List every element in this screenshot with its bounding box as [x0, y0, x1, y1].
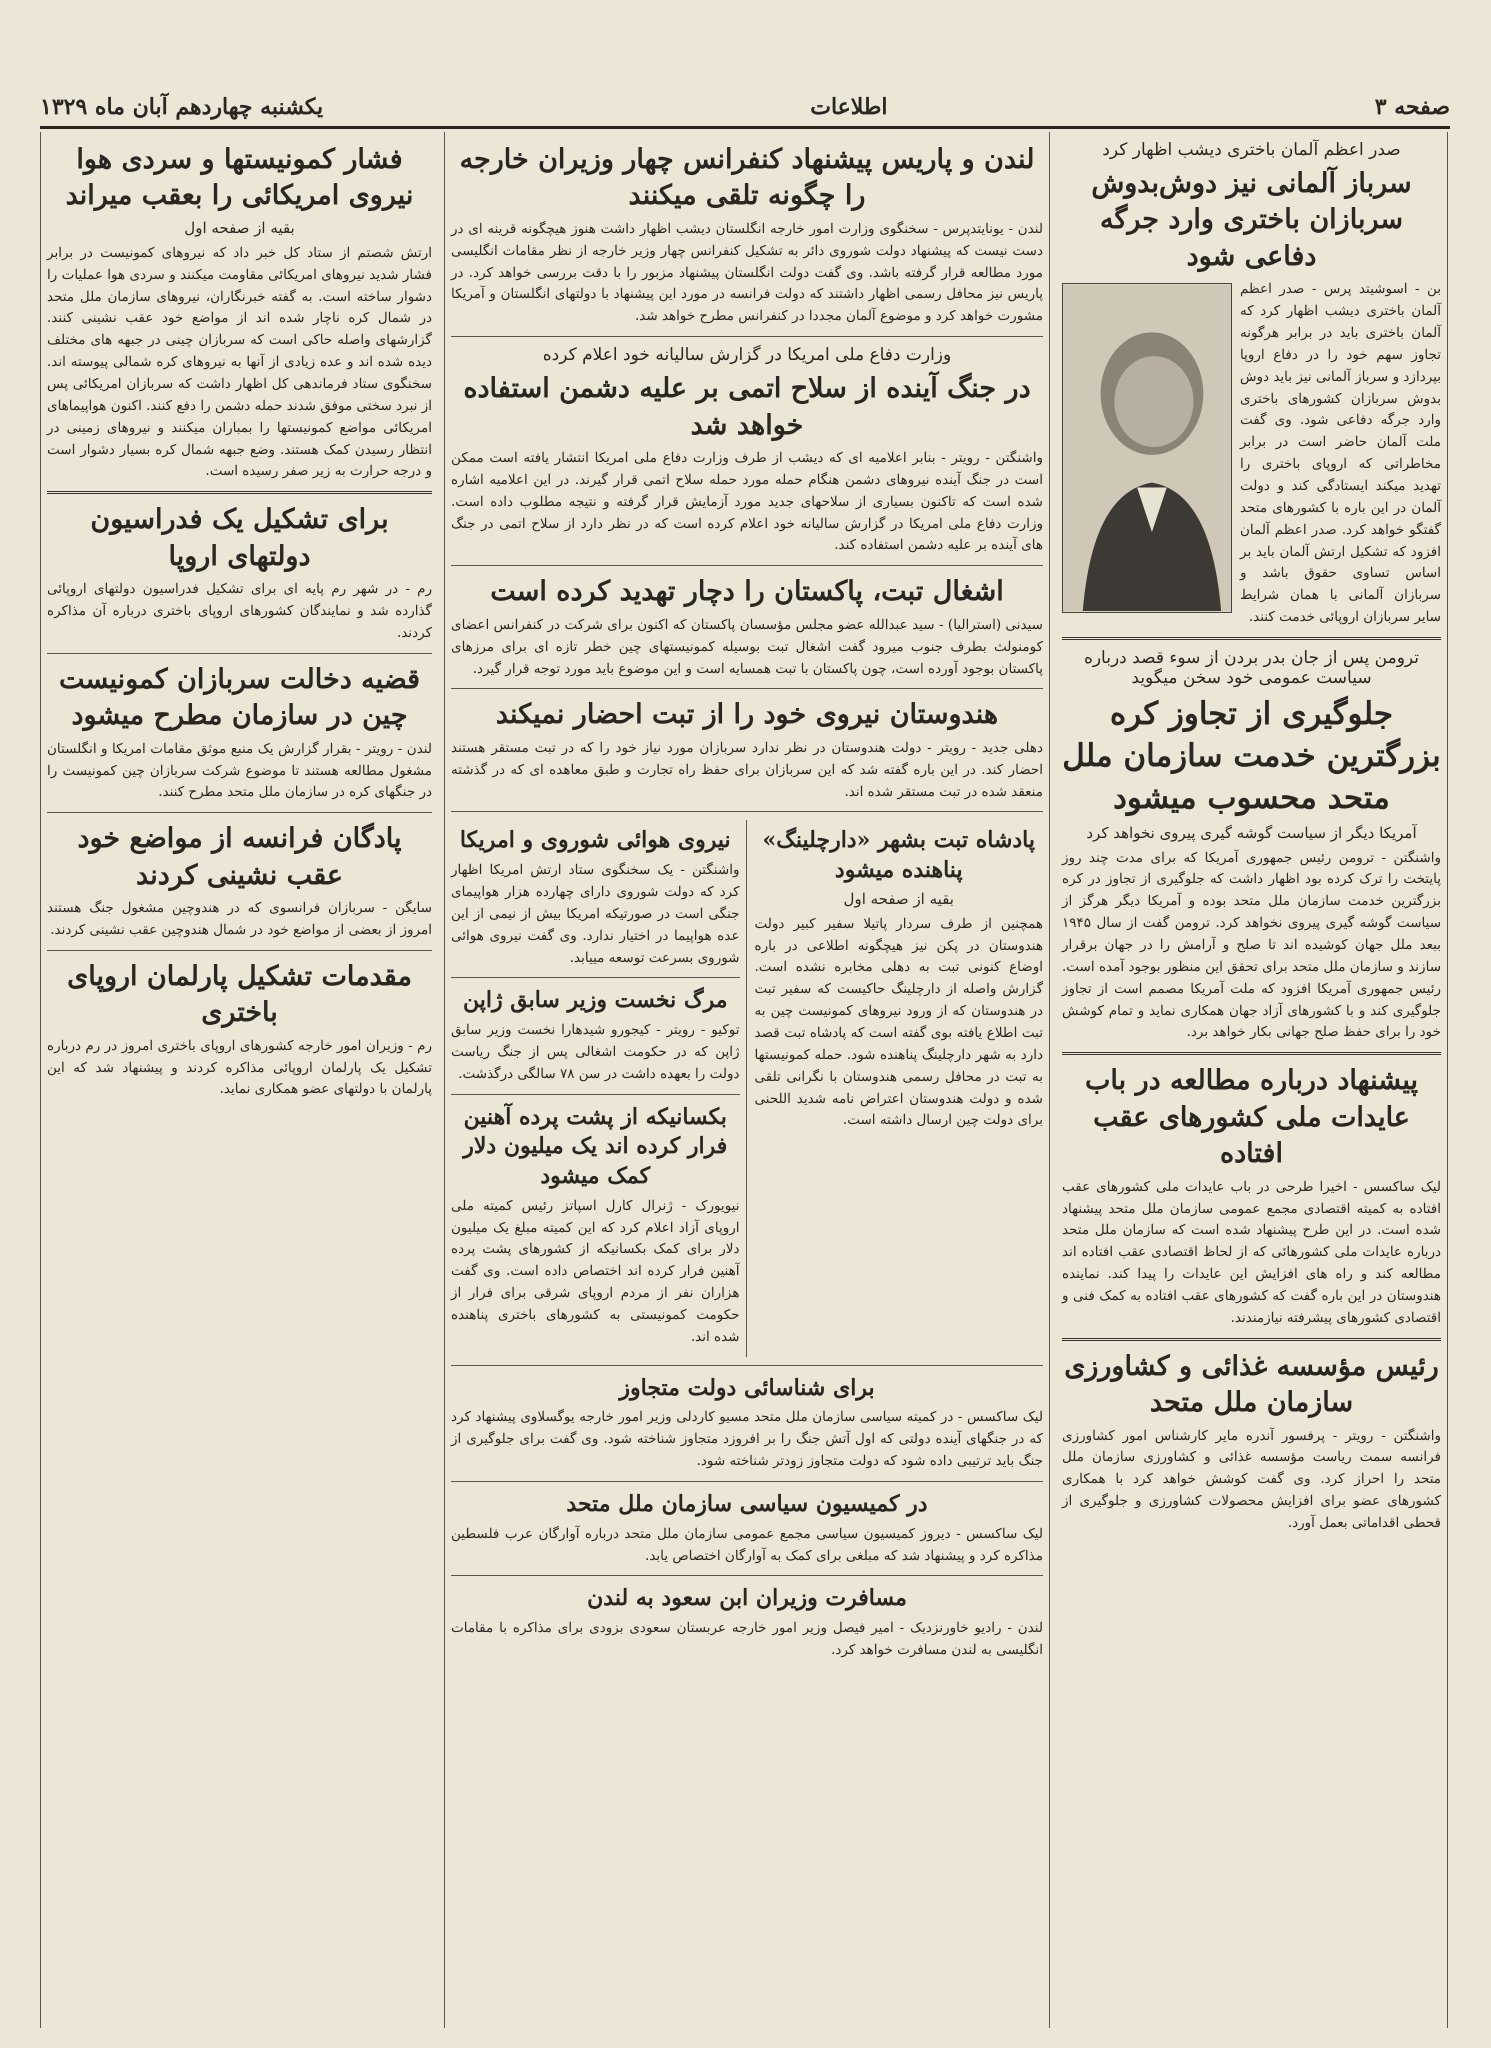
article-headline: قضیه دخالت سربازان کمونیست چین در سازمان مطرح میشود [58, 663, 421, 732]
article-headline: برای تشکیل یک فدراسیون دولتهای اروپا [90, 504, 389, 572]
divider [451, 336, 1043, 337]
article-headline: در کمیسیون سیاسی سازمان ملل متحد [566, 1490, 928, 1517]
divider [451, 688, 1043, 689]
article-headline: پادگان فرانسه از مواضع خود عقب نشینی کردند [77, 823, 402, 891]
article-body: واشنگتن - رویتر - پرفسور آندره مایر کارشناس امور کشاورزی فرانسه سمت ریاست مؤسسه غذائی و کشاورزی سازمان ملل متحد را احراز کرد. وی گفت کوشش خواهد کرد با همکاری کشورهای عضو برای افزایش محصولات کشاورزی و جلوگیری از قحطی اقداماتی بعمل آورد. [1062, 1427, 1441, 1531]
article-headline: پادشاه تبت بشهر «دارچلینگ» پناهنده میشود [762, 827, 1036, 884]
continuation-note: بقیه از صفحه اول [843, 889, 954, 908]
page-number: صفحه ۳ [1374, 94, 1450, 120]
article-body: بن - اسوشیتد پرس - صدر اعظم آلمان باختری دیشب اظهار کرد که آلمان باختری باید در برابر هرگونه تجاوز سهم خود را در دفاع اروپا بپردازد و سرباز آلمانی نیز باید دوش بدوش سربازان کشورهای باختری وارد جرگه دفاعی شود. وی گفت ملت آلمان حاضر است در برابر مخاطراتی که اروپای باختری را تهدید میکند ایستادگی کند و دولت آلمان در این باره با کشورهای متحد گفتگو خواهد کرد. صدر اعظم آلمان افزود که تشکیل ارتش آلمان باید بر اساس تساوی حقوق باشد و سربازان آلمانی با همان شرایط سایر سربازان اروپائی خدمت کنند. [1240, 281, 1441, 626]
divider [451, 565, 1043, 566]
article-body: واشنگتن - ترومن رئیس جمهوری آمریکا که برای مدت چند روز پایتخت را ترک کرده بود اظهار داشت که جلوگیری از تجاوز در کره بزرگترین خدمت سازمان ملل متحد بوده و آمریکا دیگر هرگز از سیاست گوشه گیری پیروی نخواهد کرد. ترومن گفت از سال ۱۹۴۵ ببعد ملل جهان کوشیده اند تا صلح و آرامش را در جهان برقرار سازند و سازمان ملل متحد برای تحقق این منظور بوجود آمده است. رئیس جمهوری آمریکا افزود که ملت آمریکا مصمم است از تجاوز جلوگیری کند و با کشورهای آزاد جهان همکاری نماید و تمام کوشش خود را برای حفظ صلح جهانی بکار خواهد برد. [1062, 849, 1441, 1041]
article-headline: مقدمات تشکیل پارلمان اروپای باختری [67, 960, 412, 1029]
divider [47, 653, 432, 654]
article-headline: در جنگ آینده از سلاح اتمی بر علیه دشمن استفاده خواهد شد [463, 373, 1031, 441]
divider [451, 977, 740, 978]
article-body: واشنگتن - یک سخنگوی ستاد ارتش امریکا اظهار کرد که دولت شوروی دارای چهارده هزار هواپیمای جنگی است در صورتیکه امریکا بیش از نیمی از این عده هواپیما در اختیار ندارد. وی گفت نیروی هوائی شوروی بسرعت توسعه مییابد. [451, 862, 740, 966]
article-kicker: صدر اعظم آلمان باختری دیشب اظهار کرد [1102, 140, 1401, 160]
article-headline: برای شناسائی دولت متجاوز [619, 1374, 875, 1401]
divider [451, 1481, 1043, 1482]
article-body: لیک ساکسس - اخیرا طرحی در باب عایدات ملی کشورهای عقب افتاده به کمیته اقتصادی مجمع عمومی سازمان ملل متحد پیشنهاد شده است. در این طرح پیشنهاد شده است که سازمان ملل متحد درباره عایدات ملی کشورهائی که از لحاظ اقتصادی عقب افتاده اند مطالعه کند و راه های افزایش این عایدات را پیدا کند. نماینده هندوستان در این باره گفت که کشورهای عقب افتاده به کمک فنی و اقتصادی کشورهای پیشرفته نیازمندند. [1062, 1178, 1441, 1326]
article-body: سیدنی (استرالیا) - سید عبدالله عضو مجلس مؤسسان پاکستان که اکنون برای شرکت در کنفرانس اعضای کومنولث بطرف جنوب میرود گفت اشغال تبت بوسیله کمونیستهای چین خطر تازه ای برای مرزهای پاکستان بوجود آورده است، چون پاکستان با تبت همسایه است و این موضوع باید مورد توجه قرار گیرد. [451, 616, 1043, 677]
masthead [40, 88, 1450, 129]
article-body: رم - وزیران امور خارجه کشورهای اروپای باختری امروز در رم درباره تشکیل یک پارلمان اروپائی مذاکره کردند و پیشنهاد شد که این پارلمان با دولتهای عضو همکاری نماید. [47, 1037, 432, 1098]
divider [1062, 637, 1441, 640]
column-middle [444, 132, 1050, 2028]
article-kicker: وزارت دفاع ملی امریکا در گزارش سالیانه خود اعلام کرده [542, 345, 952, 366]
article-headline: پیشنهاد درباره مطالعه در باب عایدات ملی کشورهای عقب افتاده [1085, 1065, 1418, 1170]
article-body: همچنین از طرف سردار پاتیلا سفیر کبیر دولت هندوستان در پکن نیز هیچگونه اطلاعی در باره اوضاع کنونی تبت به دهلی مخابره نشده است. گزارش واصله از دارچلینگ حاکیست که سفیر تبت در هندوستان که از ورود نیروهای کمونیست چین به تبت اطلاع یافته بوی گفته است که پادشاه تبت قصد دارد به شهر دارچلینگ پناهنده شود. حمله کمونیستها به تبت در محافل رسمی هندوستان با نگرانی تلقی شده و دولت هندوستان اعتراض نامه شدید اللحنی برای دولت چین ارسال داشته است. [754, 915, 1043, 1129]
subcolumn-left [451, 820, 747, 1356]
article-body: ارتش شصتم از ستاد کل خبر داد که نیروهای کمونیست در برابر فشار شدید نیروهای امریکائی مقاومت میکنند و سردی هوا عملیات را دشوار ساخته است. به گفته خبرنگاران، نیروهای سازمان ملل متحد در شمال کره ناچار شده اند از مواضع خود عقب نشینی کنند. گزارشهای واصله حاکی است که سربازان چینی در جبهه های مختلف دیده شده اند و عده زیادی از آنها به نیروهای کره شمالی پیوسته اند. سخنگوی ستاد فرماندهی کل اظهار داشت که سربازان امریکائی پس از نبرد سختی موفق شدند حمله دشمن را دفع کنند. اکنون هواپیماهای امریکائی مواضع کمونیستها را بمباران میکنند و نیروهای زمینی در انتظار رسیدن کمک هستند. وضع جبهه شمال کره بسیار دشوار است و درجه حرارت به زیر صفر رسیده است. [47, 244, 432, 480]
article-headline: مسافرت وزیران ابن سعود به لندن [587, 1585, 907, 1612]
portrait-image [1063, 284, 1231, 612]
article-headline: رئیس مؤسسه غذائی و کشاورزی سازمان ملل متحد [1064, 1350, 1439, 1419]
article-headline: جلوگیری از تجاوز کره بزرگترین خدمت سازمان ملل متحد محسوب میشود [1062, 696, 1441, 816]
article-body: واشنگتن - رویتر - بنابر اعلامیه ای که دیشب از طرف وزارت دفاع ملی امریکا انتشار یافته است ممکن است در جنگ آینده نیروهای دشمن هنگام حمله مورد حمله سلاح اتمی قرار گیرند. در این اعلامیه اشاره شده است که تاکنون بسیاری از سلاحهای جدید مورد آزمایش قرار گرفته و نتیجه مطلوب داده است. وزارت دفاع ملی امریکا در گزارش سالیانه خود اعلام کرده است که در نظر دارد از سلاح اتمی در جنگ های آینده بر علیه دشمن استفاده کند. [451, 450, 1043, 554]
divider [47, 950, 432, 951]
issue-date: یکشنبه چهاردهم آبان ماه ۱۳۲۹ [40, 94, 324, 120]
column-left [40, 132, 438, 2028]
article-body: لندن - رادیو خاورنزدیک - امیر فیصل وزیر امور خارجه عربستان سعودی بزودی برای مذاکره با مقامات انگلیسی به لندن مسافرت خواهد کرد. [451, 1620, 1043, 1658]
divider [451, 1365, 1043, 1366]
divider [1062, 1338, 1441, 1341]
article-headline: سرباز آلمانی نیز دوش‌بدوش سربازان باختری وارد جرگه دفاعی شود [1091, 168, 1412, 272]
divider [451, 1094, 740, 1095]
article-body: رم - در شهر رم پایه ای برای تشکیل فدراسیون دولتهای اروپائی گذارده شد و نمایندگان کشورهای اروپای باختری درباره آن مذاکره کردند. [47, 581, 432, 641]
article-body: لندن - رویتر - بقرار گزارش یک منبع موثق مقامات امریکا و انگلستان مشغول مطالعه هستند تا موضوع شرکت سربازان چین کمونیست را در جنگهای کره در سازمان ملل متحد مطرح کنند. [47, 740, 432, 801]
article-headline: فشار کمونیستها و سردی هوا نیروی امریکائی را بعقب میراند [65, 144, 414, 212]
divider [47, 491, 432, 494]
divider [451, 811, 1043, 812]
article-headline: لندن و پاریس پیشنهاد کنفرانس چهار وزیران خارجه را چگونه تلقی میکنند [459, 144, 1035, 212]
article-body: دهلی جدید - رویتر - دولت هندوستان در نظر ندارد سربازان مورد نیاز خود را که در تبت مستقر هستند احضار کند. در این باره گفته شد که این سربازان برای حفظ راه تجارت و طبق معاهده ای که در گذشته منعقد شده در تبت مستقر شده اند. [451, 739, 1043, 800]
article-body: لندن - یونایتدپرس - سخنگوی وزارت امور خارجه انگلستان دیشب اظهار داشت هنوز هیچگونه قرینه ای در دست نیست که پیشنهاد دولت شوروی دائر به تشکیل کنفرانس چهار وزیر خارجه از نظر مقامات انگلیسی مورد مطالعه قرار گرفته باشد. وی گفت دولت انگلستان پیشنهاد مزبور را با دقت بررسی خواهد کرد. در پاریس نیز محافل رسمی اظهار داشتند که دولت فرانسه در مورد این پیشنهاد با دولتهای انگلستان و آمریکا مشورت خواهد کرد و موضوع آلمان مجددا در کنفرانس مطرح خواهد شد. [451, 220, 1043, 325]
article-headline: نیروی هوائی شوروی و امریکا [459, 827, 731, 854]
column-right [1056, 132, 1448, 2028]
article-headline: مرگ نخست وزیر سابق ژاپن [462, 987, 728, 1014]
article-headline: بکسانیکه از پشت پرده آهنین فرار کرده اند یک میلیون دلار کمک میشود [463, 1103, 728, 1189]
article-headline: اشغال تبت، پاکستان را دچار تهدید کرده است [490, 576, 1004, 608]
article-headline: هندوستان نیروی خود را از تبت احضار نمیکند [495, 699, 999, 731]
newspaper-name: اطلاعات [810, 94, 888, 120]
article-body: نیویورک - ژنرال کارل اسپاتز رئیس کمیته ملی اروپای آزاد اعلام کرد که این کمیته مبلغ یک میلیون دلار برای کمک بکسانیکه از کشورهای پشت پرده آهنین فرار کرده اند اختصاص داده است. وی گفت هزاران نفر از مردم اروپای شرقی برای فرار از حکومت کمونیستی به کشورهای باختری پناهنده شده اند. [451, 1197, 740, 1345]
article-body: سایگن - سربازان فرانسوی که در هندوچین مشغول جنگ هستند امروز از بعضی از مواضع خود در شمال هندوچین عقب نشینی کردند. [47, 900, 432, 938]
divider [47, 812, 432, 813]
article-subhead: آمریکا دیگر از سیاست گوشه گیری پیروی نخواهد کرد [1086, 823, 1417, 842]
continuation-note: بقیه از صفحه اول [184, 218, 295, 237]
article-body: لیک ساکسس - دیروز کمیسیون سیاسی مجمع عمومی سازمان ملل متحد درباره آوارگان عرب فلسطین مذاکره کرد و پیشنهاد شد که مبلغی برای کمک به آوارگان اختصاص یابد. [451, 1525, 1043, 1564]
article-body: توکیو - رویتر - کیجورو شیدهارا نخست وزیر سابق ژاپن که در حکومت اشغالی پس از جنگ ریاست دولت را بعهده داشت در سن ۷۸ سالگی درگذشت. [451, 1022, 740, 1082]
article-body: لیک ساکسس - در کمیته سیاسی سازمان ملل متحد مسیو کاردلی وزیر امور خارجه یوگسلاوی پیشنهاد کرد که در جنگهای آینده دولتی که اول آتش جنگ را بر افروزد متجاوز شناخته شود. وی گفت برای جلوگیری از جنگ باید ترتیبی داده شود که دولت متجاوز زودتر شناخته شود. [451, 1409, 1043, 1470]
two-column-section [451, 820, 1043, 1356]
divider [451, 1575, 1043, 1576]
article-kicker: ترومن پس از جان بدر بردن از سوء قصد درباره سیاست عمومی خود سخن میگوید [1083, 648, 1420, 689]
portrait-photo [1062, 283, 1232, 613]
subcolumn-right [755, 820, 1044, 1356]
divider [1062, 1052, 1441, 1055]
